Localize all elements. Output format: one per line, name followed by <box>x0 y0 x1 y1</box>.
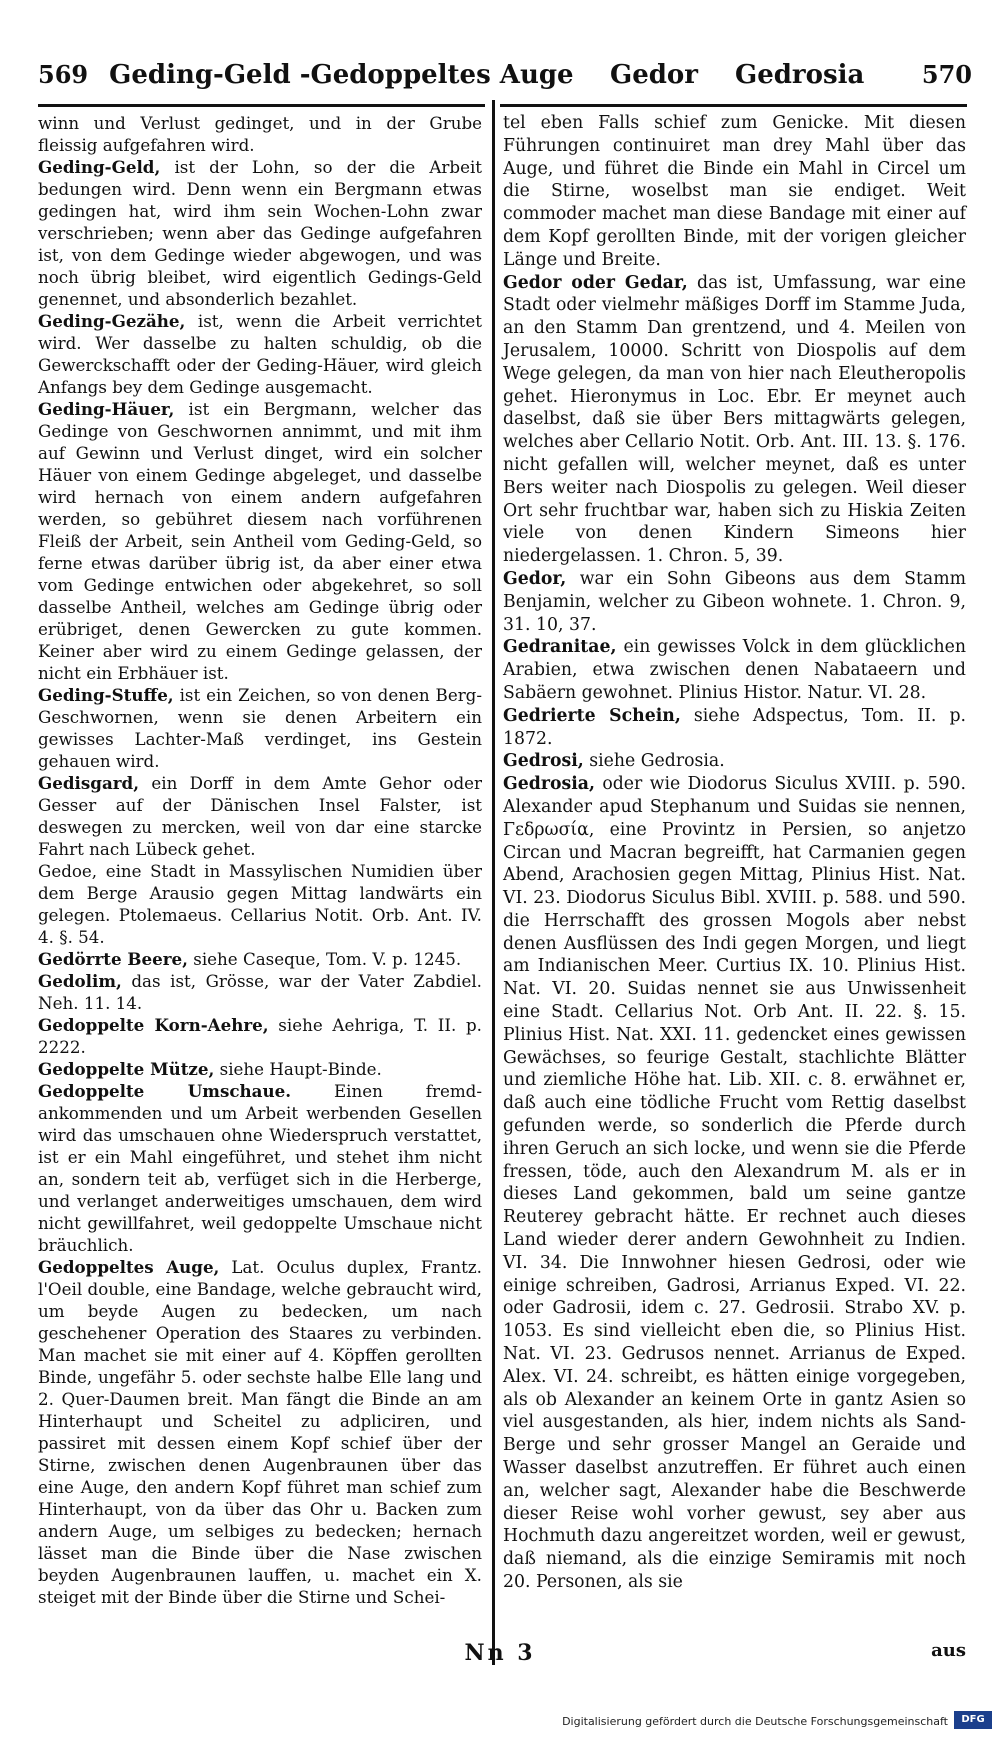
left-column <box>38 112 482 1608</box>
right-column-entry <box>503 568 966 636</box>
right-head-title-1: Gedor <box>610 60 698 90</box>
left-column-entry <box>38 772 482 860</box>
column-divider <box>492 100 495 1665</box>
entry-text: Einen fremd-ankommenden und um Arbeit werbenden Gesellen wird das umschauen ohne Wiederspruch verstattet, ist er ein Mahl eingeführet, und stehet ihm nicht an, sondern teit ab, verfüget sich in die Herberge, und verlanget anderweitiges umschauen, dem wird nicht gewillfahret, weil gedoppelte Umschaue nicht bräuchlich. <box>38 1081 482 1255</box>
entry-headword: Gedolim, <box>38 971 122 991</box>
entry-headword: Gedor oder Gedar, <box>503 272 688 293</box>
entry-headword: Geding-Häuer, <box>38 399 175 419</box>
entry-headword: Gedoppelte Mütze, <box>38 1059 215 1079</box>
left-column-entry <box>38 310 482 398</box>
entry-headword: Gedoppeltes Auge, <box>38 1257 220 1277</box>
entry-text: ist ein Bergmann, welcher das Gedinge von Geschwornen annimmt, und mit ihm auf Gewinn und Verlust dinget, wird ein solcher Häuer von einem Gedinge abgeleget, und dasselbe wird hernach von einem andern aufgefahren werden, so gebühret diesem nach vorführenen Fleiß der Arbeit, sein Antheil vom Geding-Geld, so ferne etwas darüber übrig ist, da aber einer etwa vom Gedinge entwichen oder abgekehret, so soll dasselbe Antheil, welches am Gedinge übrig oder erübriget, denen Gewercken zu gute kommen. Keiner aber wird zu einem Gedinge gelassen, der nicht ein Erbhäuer ist. <box>38 399 482 683</box>
entry-headword: Geding-Stuffe, <box>38 685 174 705</box>
entry-text: das ist, Umfassung, war eine Stadt oder vielmehr mäßiges Dorff im Stamme Juda, an den Stamm Dan grentzend, und 4. Meilen von Jerusalem, 10000. Schritt von Diospolis auf dem Wege gelegen, da man von hier nach Eleutheropolis gehet. Hieronymus in Loc. Ebr. Er meynet auch daselbst, daß sie über Bers mittagwärts gelegen, welches aber Cellario Notit. Orb. Ant. III. 13. §. 176. nicht gefallen will, welcher meynet, daß es unter Bers weiter nach Diospolis zu gelegen. Weil dieser Ort sehr fruchtbar war, haben sich zu Hiskia Zeiten viele von denen Kindern Simeons hier niedergelassen. 1. Chron. 5, 39. <box>503 272 966 567</box>
entry-headword: Gedrosi, <box>503 751 584 772</box>
left-head-title: Geding-Geld -Gedoppeltes Auge <box>109 60 574 90</box>
left-column-entry <box>38 112 482 156</box>
right-column-entry <box>503 750 966 773</box>
left-column-entry <box>38 1014 482 1058</box>
entry-text: siehe Adspectus, Tom. II. p. 1872. <box>503 705 967 749</box>
left-column-entry <box>38 948 482 970</box>
left-running-head <box>38 60 574 102</box>
right-head-title-2: Gedrosia <box>735 60 865 90</box>
entry-headword: Geding-Geld, <box>38 157 161 177</box>
catchword: aus <box>931 1640 966 1661</box>
left-column-entry <box>38 156 482 310</box>
right-column-entry <box>503 636 966 704</box>
entry-headword: Gedörrte Beere, <box>38 949 188 969</box>
entry-headword: Geding-Gezähe, <box>38 311 186 331</box>
entry-headword: Gedoppelte Umschaue. <box>38 1081 292 1101</box>
entry-text: Gedoe, eine Stadt in Massylischen Numidien über dem Berge Arausio gegen Mittag landwärts ein gelegen. Ptolemaeus. Cellarius Notit. Orb. Ant. IV. 4. §. 54. <box>38 861 482 947</box>
entry-headword: Gedrosia, <box>503 774 595 795</box>
left-column-entry <box>38 684 482 772</box>
left-column-entry <box>38 1058 482 1080</box>
left-column-entry <box>38 1256 482 1608</box>
right-column-entry <box>503 112 966 272</box>
left-column-entry <box>38 1080 482 1256</box>
right-column-entry <box>503 272 966 568</box>
left-page-number: 569 <box>38 60 89 89</box>
entry-headword: Gedrierte Schein, <box>503 705 681 726</box>
entry-text: siehe Haupt-Binde. <box>219 1059 382 1079</box>
digitization-credit: Digitalisierung gefördert durch die Deutsche Forschungsgemeinschaft <box>562 1715 948 1728</box>
right-column <box>503 112 966 1594</box>
entry-headword: Gedranitae, <box>503 637 617 658</box>
header-rule-right <box>500 104 967 107</box>
right-running-head <box>610 60 972 102</box>
entry-text: ein Dorff in dem Amte Gehor oder Gesser auf der Dänischen Insel Falster, ist deswegen zu mercken, weil von dar eine starcke Fahrt nach Lübeck gehet. <box>38 773 482 859</box>
right-column-entry <box>503 705 966 751</box>
entry-text: ist, wenn die Arbeit verrichtet wird. Wer dasselbe zu halten schuldig, ob die Gewerckschafft oder der Geding-Häuer, wird gleich Anfangs bey dem Gedinge ausgemacht. <box>38 311 482 397</box>
right-column-entry <box>503 773 966 1594</box>
entry-text: siehe Caseque, Tom. V. p. 1245. <box>193 949 462 969</box>
entry-headword: Gedisgard, <box>38 773 140 793</box>
entry-text: winn und Verlust gedinget, und in der Grube fleissig aufgefahren wird. <box>38 113 482 155</box>
entry-headword: Gedoppelte Korn-Aehre, <box>38 1015 269 1035</box>
entry-text: das ist, Grösse, war der Vater Zabdiel. Neh. 11. 14. <box>38 971 482 1013</box>
left-column-entry <box>38 970 482 1014</box>
entry-text: ist ein Zeichen, so von denen Berg-Geschwornen, wenn sie denen Arbeitern ein gewisses Lachter-Maß verdinget, ins Gestein gehauen wird. <box>38 685 482 771</box>
entry-headword: Gedor, <box>503 568 567 589</box>
entry-text: siehe Aehriga, T. II. p. 2222. <box>38 1015 482 1057</box>
entry-text: Lat. Oculus duplex, Frantz. l'Oeil double, eine Bandage, welche gebraucht wird, um beyde Augen zu bedecken, um nach geschehener Operation des Staares zu verbinden. Man machet sie mit einer auf 4. Köpffen gerollten Binde, ungefähr 5. oder sechste halbe Elle lang und 2. Quer-Daumen breit. Man fängt die Binde an am Hinterhaupt und Scheitel zu adpliciren, und passiret mit dessen einem Kopf schief über der Stirne, zwischen denen Augenbraunen über das eine Auge, den andern Kopf führet man schief zum Hinterhaupt, von da über das Ohr u. Backen zum andern Auge, um selbiges zu bedecken; hernach lässet man die Binde über die Nase zwischen beyden Augenbraunen lauffen, u. machet ein X. steiget mit der Binde über die Stirne und Schei- <box>38 1257 482 1607</box>
entry-text: ist der Lohn, so der die Arbeit bedungen wird. Denn wenn ein Bergmann etwas gedingen hat, wird ihm sein Wochen-Lohn zwar verschrieben; wenn aber das Gedinge aufgefahren ist, von dem Gedinge wieder abgewogen, und was noch übrig bleibet, wird eigentlich Gedings-Geld genennet, und absonderlich bezahlet. <box>38 157 482 309</box>
entry-text: war ein Sohn Gibeons aus dem Stamm Benjamin, welcher zu Gibeon wohnete. 1. Chron. 9, 31. 10, 37. <box>503 568 966 635</box>
signature-mark: Nn 3 <box>464 1640 536 1666</box>
dfg-logo: DFG <box>954 1711 992 1729</box>
entry-text: ein gewisses Volck in dem glücklichen Arabien, etwa zwischen denen Nabataeern und Sabäern gewohnet. Plinius Histor. Natur. VI. 28. <box>503 637 966 703</box>
header-rule-left <box>38 104 485 107</box>
left-column-entry <box>38 860 482 948</box>
entry-text: siehe Gedrosia. <box>589 751 725 772</box>
entry-text: tel eben Falls schief zum Genicke. Mit diesen Führungen continuiret man drey Mahl über das Auge, und führet die Binde ein Mahl in Circel um die Stirne, woselbst man sie endiget. Weit commoder machet man diese Bandage mit einer auf dem Kopf gerollten Binde, mit der vorigen gleicher Länge und Breite. <box>503 113 966 270</box>
right-page-number: 570 <box>921 60 972 89</box>
left-column-entry <box>38 398 482 684</box>
entry-text: oder wie Diodorus Siculus XVIII. p. 590. Alexander apud Stephanum und Suidas sie nennen, Γεδρωσία, eine Provintz in Persien, so anjetzo Circan und Macran begreifft, hat Carmanien gegen Abend, Arachosien gegen Mittag, Plinius Hist. Nat. VI. 23. Diodorus Siculus Bibl. XVIII. p. 588. und 590. die Herrschafft des grossen Mogols aber nebst denen Ausflüssen des Indi gegen Morgen, und liegt am Indianischen Meer. Curtius IX. 10. Plinius Hist. Nat. VI. 20. Suidas nennet sie aus Unwissenheit eine Stadt. Cellarius Not. Orb Ant. II. 22. §. 15. Plinius Hist. Nat. XXI. 11. gedencket eines gewissen Gewächses, so feurige Gestalt, stachlichte Blätter und ziemliche Höhe hat. Lib. XII. c. 8. erwähnet er, daß auch eine tödliche Frucht vom Rettig daselbst gefunden werde, so sonderlich die Pferde durch ihren Geruch an sich locke, und wenn sie die Pferde fressen, töde, auch den Alexandrum M. als er in dieses Land gekommen, bald um seine gantze Reuterey gebracht hätte. Er rechnet auch dieses Land wieder derer andern Gewohnheit zu Indien. VI. 34. Die Innwohner hiesen Gedrosi, oder wie einige schreiben, Gadrosi, Arrianus Exped. VI. 22. oder Gadrosii, idem c. 27. Gedrosii. Strabo XV. p. 1053. Es sind vielleicht eben die, so Plinius Hist. Nat. VI. 23. Gedrusos nennet. Arrianus de Exped. Alex. VI. 24. schreibt, es hätten einige vorgegeben, als ob Alexander an keinem Orte in gantz Asien so viel ausgestanden, als hier, indem nichts als Sand-Berge und sehr grosser Mangel an Geraide und Wasser daselbst anzutreffen. Er führet auch einen an, welcher sagt, Alexander habe die Beschwerde dieser Reise wohl vorher gewust, sey aber aus Hochmuth dazu angereitzet worden, weil er gewust, daß niemand, als die einzige Semiramis mit noch 20. Personen, als sie <box>503 774 966 1592</box>
